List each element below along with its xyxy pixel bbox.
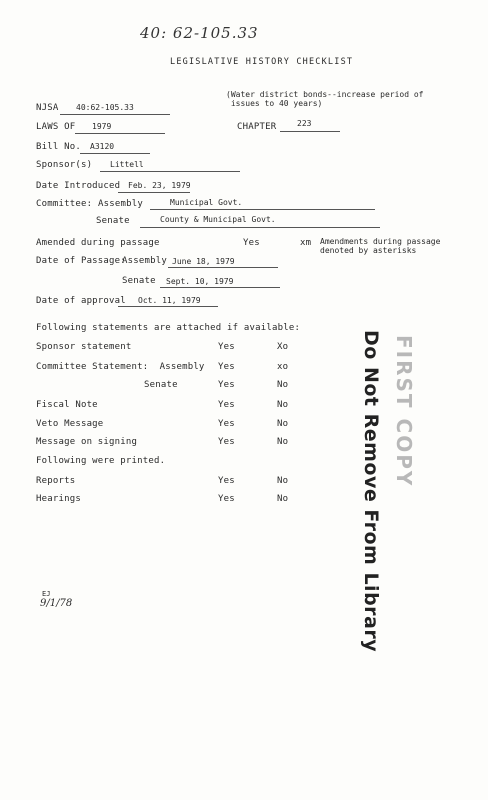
statement-committee-senate-no: No bbox=[277, 380, 289, 390]
statement-message-on-signing-yes: Yes bbox=[218, 437, 235, 447]
statement-message-on-signing-no: No bbox=[277, 437, 289, 447]
njsa-label: NJSA bbox=[36, 103, 59, 113]
passage-assembly-underline bbox=[168, 267, 278, 268]
njsa-underline bbox=[60, 114, 170, 115]
statement-fiscal-note-label: Fiscal Note bbox=[36, 400, 98, 410]
do-not-remove-stamp: Do Not Remove From Library bbox=[360, 330, 382, 653]
bill-no-label: Bill No. bbox=[36, 142, 81, 152]
chapter-label: CHAPTER bbox=[237, 122, 277, 132]
committee-senate-label: Senate bbox=[96, 216, 130, 226]
amended-label: Amended during passage bbox=[36, 238, 160, 248]
amended-yes: Yes bbox=[243, 238, 260, 248]
date-introduced-underline bbox=[118, 192, 190, 193]
statement-fiscal-note-yes: Yes bbox=[218, 400, 235, 410]
handwritten-file-number: 40: 62-105.33 bbox=[140, 24, 259, 42]
amended-no: xm bbox=[300, 238, 312, 248]
passage-senate-underline bbox=[160, 287, 280, 288]
statement-veto-message-yes: Yes bbox=[218, 419, 235, 429]
statement-veto-message-no: No bbox=[277, 419, 289, 429]
date-of-passage-label: Date of Passage: bbox=[36, 256, 126, 266]
committee-senate-underline bbox=[140, 227, 380, 228]
committee-label: Committee: bbox=[36, 199, 93, 209]
statement-committee-senate-label: Senate bbox=[144, 380, 178, 390]
footer-initials: EJ bbox=[42, 590, 51, 598]
first-copy-stamp: FIRST COPY bbox=[392, 335, 416, 488]
njsa-value: 40:62-105.33 bbox=[76, 103, 134, 112]
sponsor-value: Littell bbox=[110, 160, 144, 169]
statement-committee-senate-yes: Yes bbox=[218, 380, 235, 390]
sponsor-underline bbox=[100, 171, 240, 172]
statement-committee-assembly-yes: Yes bbox=[218, 362, 235, 372]
date-introduced-label: Date Introduced bbox=[36, 181, 121, 191]
committee-assembly-label: Assembly bbox=[98, 199, 143, 209]
statements-heading: Following statements are attached if available: bbox=[36, 323, 301, 333]
page-title: LEGISLATIVE HISTORY CHECKLIST bbox=[170, 57, 354, 67]
date-of-approval-label: Date of approval bbox=[36, 296, 126, 306]
committee-senate-value: County & Municipal Govt. bbox=[160, 215, 276, 224]
subject-note: (Water district bonds--increase period of issues to 40 years) bbox=[226, 90, 424, 108]
statement-sponsor-no: Xo bbox=[277, 342, 289, 352]
printed-reports-label: Reports bbox=[36, 476, 76, 486]
date-of-approval-underline bbox=[118, 306, 218, 307]
printed-heading: Following were printed. bbox=[36, 456, 166, 466]
printed-hearings-yes: Yes bbox=[218, 494, 235, 504]
statement-message-on-signing-label: Message on signing bbox=[36, 437, 138, 447]
amended-note: Amendments during passage denoted by asterisks bbox=[320, 237, 441, 255]
chapter-underline bbox=[280, 131, 340, 132]
printed-hearings-label: Hearings bbox=[36, 494, 81, 504]
committee-assembly-underline bbox=[150, 209, 375, 210]
statement-committee-assembly-label: Committee Statement: Assembly bbox=[36, 362, 205, 372]
chapter-value: 223 bbox=[297, 119, 312, 128]
printed-reports-yes: Yes bbox=[218, 476, 235, 486]
statement-committee-assembly-no: xo bbox=[277, 362, 289, 372]
date-of-approval-value: Oct. 11, 1979 bbox=[138, 296, 201, 305]
printed-reports-no: No bbox=[277, 476, 289, 486]
laws-of-label: LAWS OF bbox=[36, 122, 76, 132]
committee-assembly-value: Municipal Govt. bbox=[170, 198, 243, 207]
laws-of-underline bbox=[75, 133, 165, 134]
sponsor-label: Sponsor(s) bbox=[36, 160, 93, 170]
printed-hearings-no: No bbox=[277, 494, 289, 504]
statement-sponsor-label: Sponsor statement bbox=[36, 342, 132, 352]
laws-of-value: 1979 bbox=[92, 122, 112, 131]
statement-veto-message-label: Veto Message bbox=[36, 419, 104, 429]
bill-no-value: A3120 bbox=[90, 142, 115, 151]
passage-senate-label: Senate bbox=[122, 276, 156, 286]
statement-fiscal-note-no: No bbox=[277, 400, 289, 410]
passage-assembly-value: June 18, 1979 bbox=[172, 257, 235, 266]
date-introduced-value: Feb. 23, 1979 bbox=[128, 181, 191, 190]
footer-date: 9/1/78 bbox=[40, 598, 73, 609]
statement-sponsor-yes: Yes bbox=[218, 342, 235, 352]
passage-assembly-label: Assembly bbox=[122, 256, 167, 266]
bill-no-underline bbox=[80, 153, 150, 154]
passage-senate-value: Sept. 10, 1979 bbox=[166, 277, 234, 286]
